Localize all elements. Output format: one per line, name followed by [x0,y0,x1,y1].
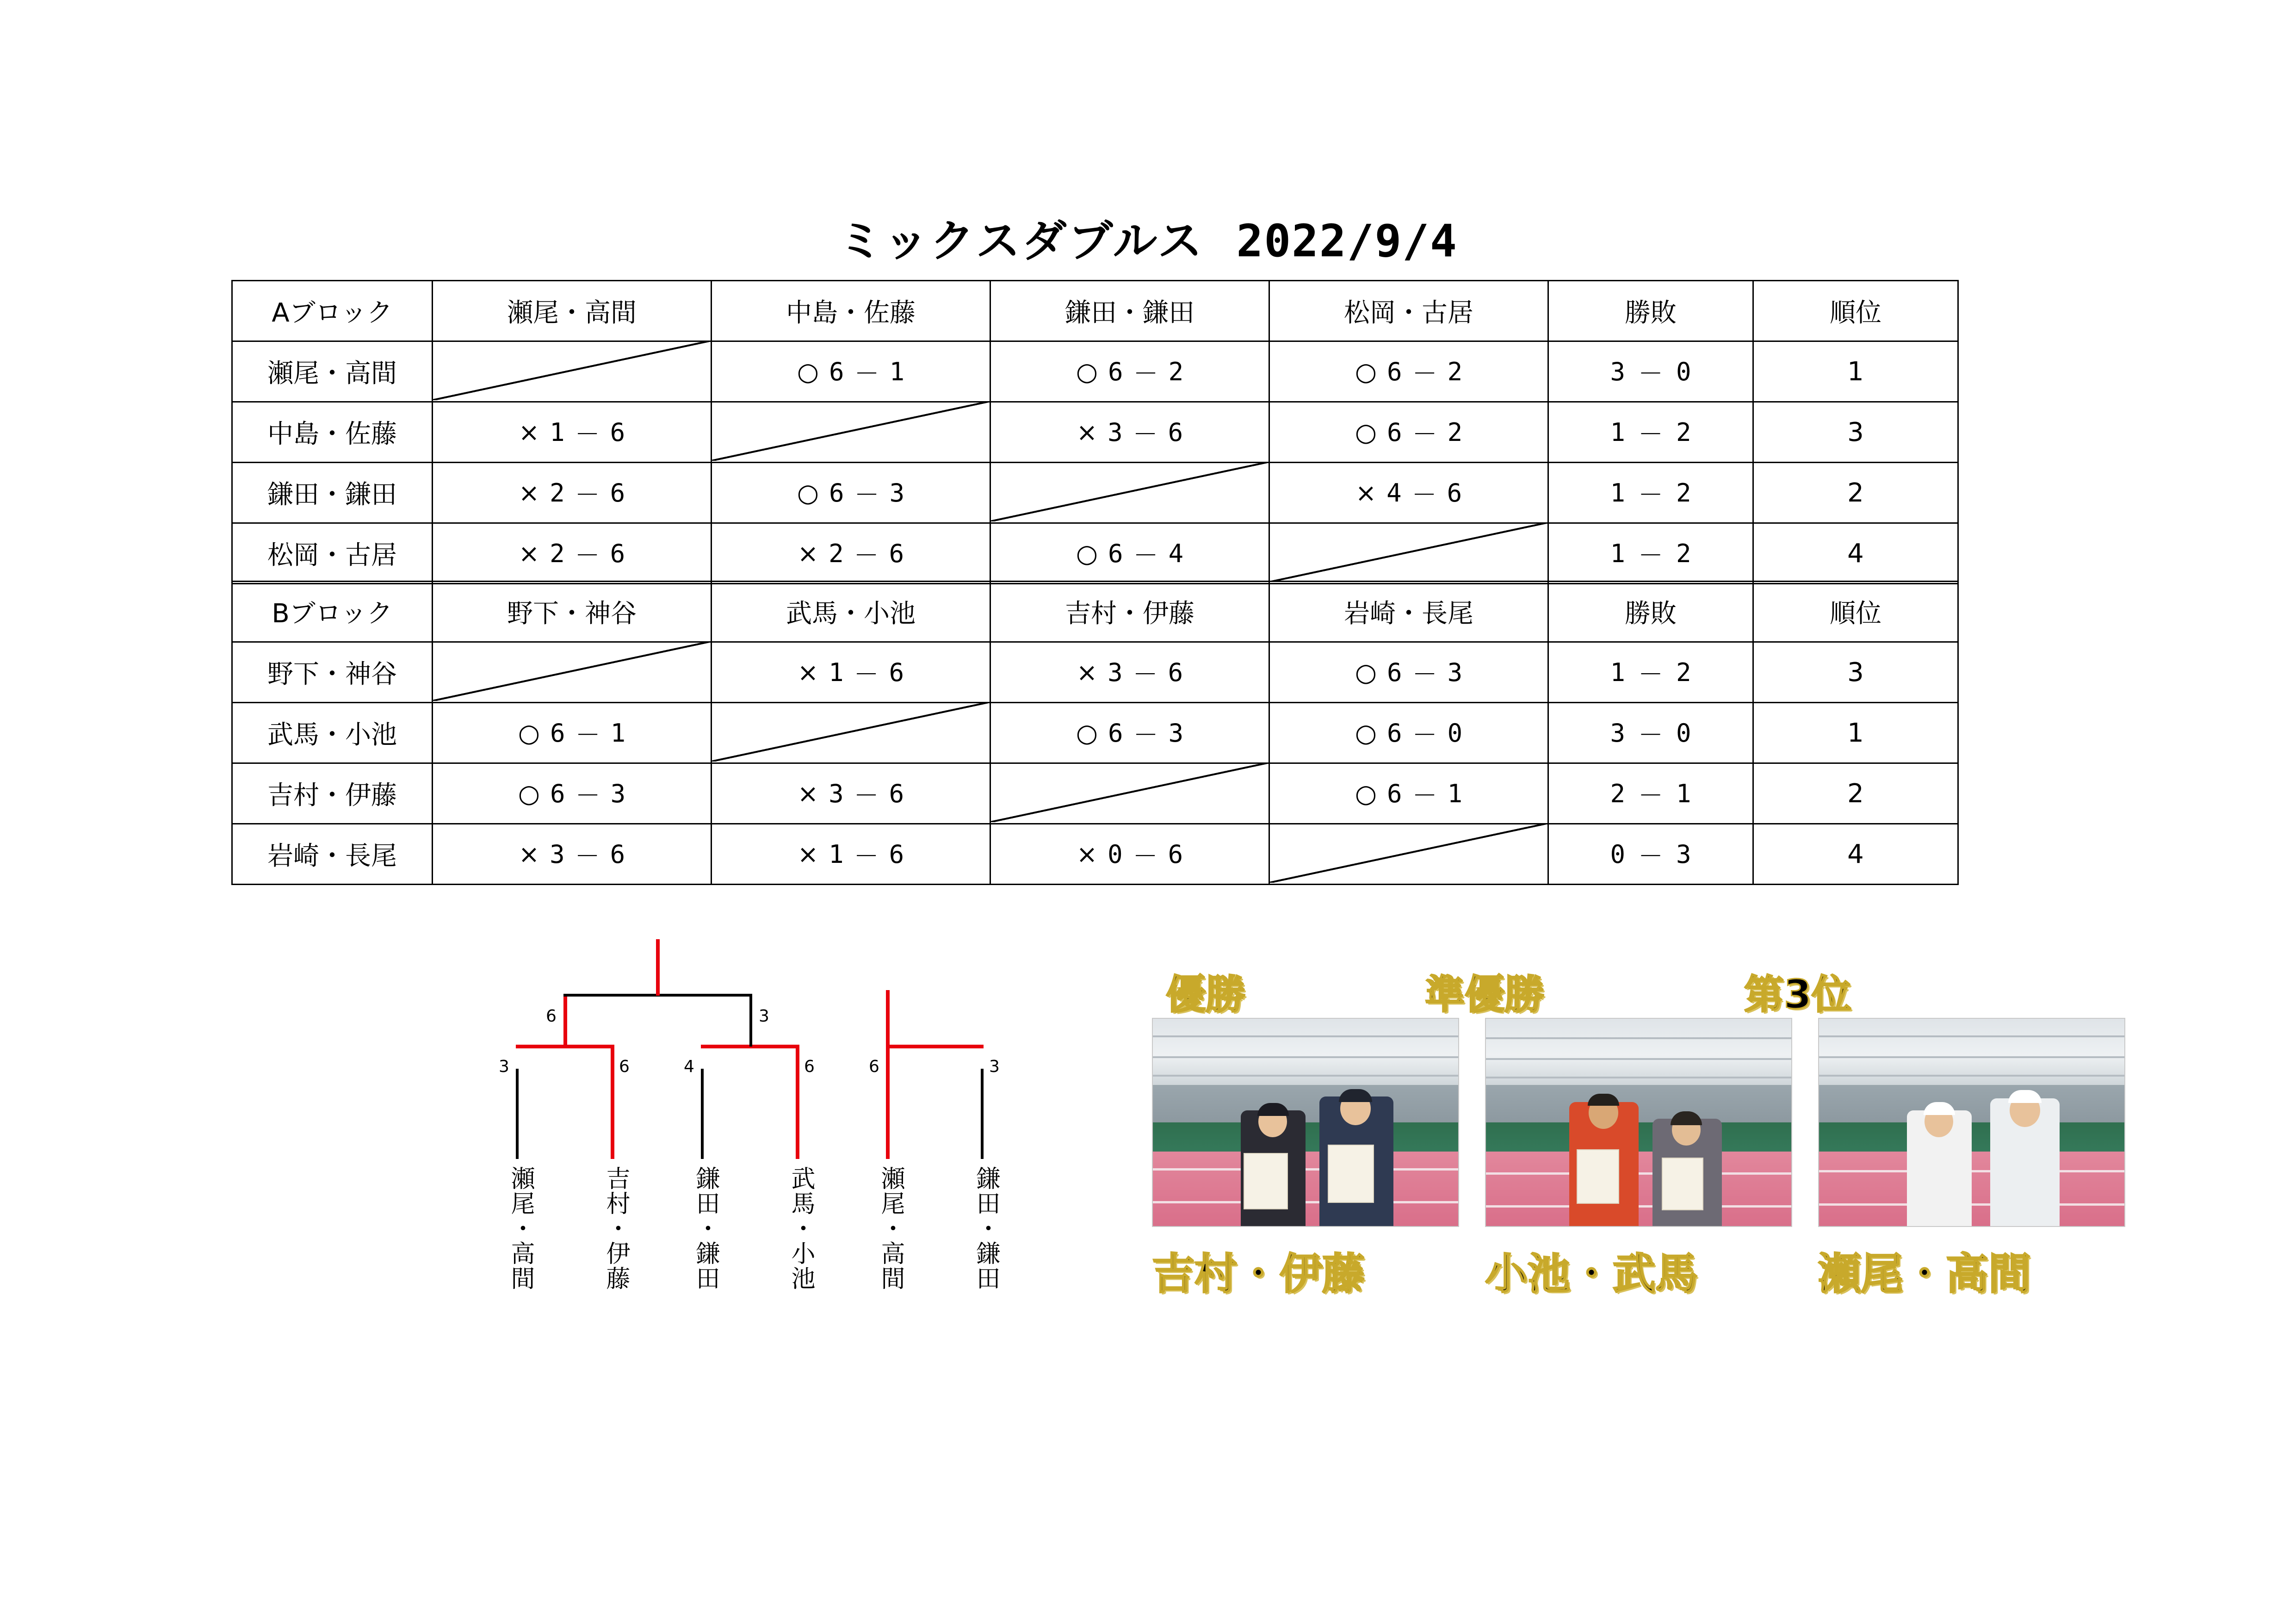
losses: 2 [1676,539,1691,568]
photo-background [1819,1019,2124,1226]
bracket-entrant-2: 吉村・伊藤 [602,1166,630,1291]
score-opp: 1 [889,357,905,386]
match-cell-self [1269,523,1548,584]
bracket-line-sf2-right-stem [796,1046,799,1159]
row-team-name: 吉村・伊藤 [232,763,433,824]
match-cell [1269,463,1548,523]
result-mark: ○ [518,779,540,808]
certificate [1577,1149,1619,1204]
rank-cell: 4 [1753,824,1958,885]
ceiling-beam [1486,1077,1791,1078]
match-cell [990,703,1269,763]
wins: 1 [1610,478,1625,508]
bracket-line-final-left-stem [563,995,567,1047]
result-mark: × [518,839,540,869]
score-dash: － [1133,419,1158,449]
score-dash: － [1412,720,1437,750]
score-dash: － [1412,419,1437,449]
photo-background [1153,1019,1458,1226]
page-title [0,206,2296,269]
score-own: 6 [550,779,565,808]
match-cell [712,824,990,885]
bracket-score-final-left: 6 [546,1007,557,1026]
header-opponent-1: 野下・神谷 [433,582,712,642]
match-cell-self [990,463,1269,523]
result-mark: ○ [797,478,819,508]
score-own: 2 [829,539,844,568]
table-row [232,463,1958,523]
header-win-loss: 勝敗 [1548,582,1753,642]
score-opp: 6 [610,478,625,508]
ceiling-beam [1153,1056,1458,1058]
header-win-loss: 勝敗 [1548,281,1753,341]
score-dash: － [854,540,879,570]
header-block-label: Bブロック [232,582,433,642]
score-dash: － [854,781,879,810]
bracket-score-sf2-right: 6 [804,1057,815,1076]
score-dash: － [575,540,600,570]
score-own: 6 [829,478,844,508]
score-own: 6 [1387,718,1402,748]
score-own: 0 [1108,839,1123,869]
score-dash: － [1133,841,1158,871]
match-cell [712,463,990,523]
winner-name-second: 小池・武馬 [1485,1249,1698,1299]
result-mark: ○ [1076,539,1098,568]
score-own: 1 [550,417,565,447]
score-opp: 6 [610,417,625,447]
score-dash: － [1133,659,1158,689]
score-opp: 3 [1447,657,1463,687]
wl-dash: － [1638,359,1663,388]
wl-dash: － [1638,540,1663,570]
wl-dash: － [1638,781,1663,810]
match-cell [433,824,712,885]
match-cell [990,341,1269,402]
result-mark: × [518,417,540,447]
result-mark: × [797,657,819,687]
bracket-entrant-1: 瀬尾・高間 [507,1166,534,1291]
bracket-entrant-6: 鎌田・鎌田 [972,1166,1000,1291]
win-loss-cell [1548,463,1753,523]
score-own: 2 [550,539,565,568]
score-opp: 1 [1447,779,1463,808]
table-row [232,824,1958,885]
wins: 2 [1610,779,1625,808]
score-opp: 6 [1168,657,1183,687]
result-mark: ○ [1355,779,1377,808]
header-opponent-3: 吉村・伊藤 [990,582,1269,642]
ceiling [1486,1019,1791,1085]
match-cell [1269,402,1548,463]
win-loss-cell [1548,824,1753,885]
result-mark: × [797,779,819,808]
rank-cell: 4 [1753,523,1958,584]
win-loss-cell [1548,642,1753,703]
result-mark: × [1076,839,1098,869]
match-cell [990,824,1269,885]
losses: 1 [1676,779,1691,808]
match-cell [712,642,990,703]
losses: 3 [1676,839,1691,869]
wl-dash: － [1638,841,1663,871]
score-opp: 2 [1168,357,1184,386]
rank-cell: 3 [1753,642,1958,703]
bracket-line-third-left-stem [886,1046,890,1159]
table-header-row [232,281,1958,341]
bracket-line-third-bar [886,1045,984,1048]
match-cell-self [1269,824,1548,885]
score-own: 6 [1387,417,1402,447]
result-mark: × [1076,417,1098,447]
result-mark: ○ [1076,718,1098,748]
score-dash: － [1412,359,1437,388]
header-opponent-2: 中島・佐藤 [712,281,990,341]
court-line [1486,1205,1791,1208]
row-team-name: 武馬・小池 [232,703,433,763]
match-cell [433,703,712,763]
bracket-line-sf1-left-stem [516,1069,519,1159]
rank-cell: 1 [1753,703,1958,763]
header-opponent-4: 松岡・古居 [1269,281,1548,341]
certificate [1244,1153,1288,1209]
header-opponent-4: 岩崎・長尾 [1269,582,1548,642]
ceiling-beam [1153,1035,1458,1037]
score-dash: － [1133,540,1158,570]
photo-background [1486,1019,1791,1226]
score-own: 4 [1386,478,1402,508]
table-row [232,703,1958,763]
result-mark: × [797,539,819,568]
tournament-bracket [472,939,1175,1402]
score-opp: 4 [1168,539,1184,568]
header-rank: 順位 [1753,582,1958,642]
court-floor [1486,1152,1791,1226]
match-cell [990,642,1269,703]
win-loss-cell [1548,402,1753,463]
court-line [1153,1201,1458,1203]
ceiling-beam [1819,1075,2124,1077]
bracket-entrant-3: 鎌田・鎌田 [692,1166,719,1291]
result-mark: ○ [1355,417,1377,447]
match-cell [433,463,712,523]
table-header-row [232,582,1958,642]
block-b-table [231,581,1959,885]
losses: 2 [1676,417,1691,447]
score-dash: － [575,781,600,810]
match-cell [712,523,990,584]
row-team-name: 野下・神谷 [232,642,433,703]
score-dash: － [575,419,600,449]
winner-name-third: 瀬尾・高間 [1818,1249,2031,1299]
match-cell-self [712,402,990,463]
court-line [1819,1203,2124,1206]
match-cell [433,763,712,824]
bracket-line-sf2-left-stem [701,1069,704,1159]
result-mark: ○ [518,718,540,748]
photo-second-place [1485,1018,1792,1227]
score-opp: 6 [1447,478,1462,508]
wl-dash: － [1638,720,1663,750]
rank-label-second: 準優勝 [1425,972,1544,1018]
bracket-line-third-right-stem [981,1069,984,1159]
score-own: 2 [550,478,565,508]
table-row [232,402,1958,463]
match-cell [990,402,1269,463]
court-floor [1153,1152,1458,1226]
score-opp: 2 [1447,417,1463,447]
header-opponent-3: 鎌田・鎌田 [990,281,1269,341]
score-dash: － [854,359,879,388]
win-loss-cell [1548,341,1753,402]
title-date: 2022/9/4 [1236,215,1458,267]
wins: 0 [1610,839,1625,869]
match-cell [1269,763,1548,824]
back-wall [1819,1085,2124,1122]
block-a-table [231,280,1959,584]
wins: 3 [1610,357,1625,386]
court-line [1819,1170,2124,1172]
score-opp: 6 [889,839,904,869]
bracket-line-sf1-right-stem [611,1046,614,1159]
header-rank: 順位 [1753,281,1958,341]
score-opp: 6 [889,539,904,568]
table-row [232,763,1958,824]
score-own: 3 [1108,657,1123,687]
score-opp: 3 [889,478,905,508]
match-cell [1269,703,1548,763]
bracket-score-third-right: 3 [989,1057,1000,1076]
win-loss-cell [1548,703,1753,763]
score-dash: － [1133,359,1158,388]
bracket-score-sf1-left: 3 [499,1057,509,1076]
table-row [232,642,1958,703]
bracket-entrant-5: 瀬尾・高間 [877,1166,904,1291]
result-mark: × [518,539,540,568]
score-own: 6 [550,718,565,748]
score-dash: － [1412,781,1437,810]
bracket-line-champion-stem [656,939,660,996]
score-dash: － [1133,720,1158,750]
green-fence [1819,1122,2124,1152]
score-dash: － [1412,659,1437,689]
bracket-score-final-right: 3 [759,1007,769,1026]
result-mark: × [1076,657,1098,687]
score-dash: － [854,841,879,871]
green-fence [1153,1122,1458,1152]
score-opp: 6 [1168,839,1183,869]
match-cell [712,341,990,402]
score-own: 3 [829,779,844,808]
bracket-entrant-4: 武馬・小池 [787,1166,815,1291]
score-own: 6 [1108,357,1123,386]
score-own: 1 [829,839,844,869]
score-opp: 2 [1447,357,1463,386]
rank-cell: 2 [1753,463,1958,523]
table-row [232,523,1958,584]
table-row [232,341,1958,402]
score-dash: － [575,480,600,509]
ceiling-beam [1153,1075,1458,1077]
court-line [1486,1172,1791,1175]
certificate [1662,1158,1703,1210]
match-cell-self [433,341,712,402]
header-opponent-2: 武馬・小池 [712,582,990,642]
bracket-score-sf1-right: 6 [619,1057,630,1076]
result-mark: ○ [1355,357,1377,386]
score-own: 3 [1108,417,1123,447]
match-cell [1269,341,1548,402]
green-fence [1486,1122,1791,1152]
match-cell [1269,642,1548,703]
ceiling-beam [1486,1058,1791,1060]
ceiling-beam [1486,1037,1791,1039]
row-team-name: 瀬尾・高間 [232,341,433,402]
match-cell [433,402,712,463]
wl-dash: － [1638,480,1663,509]
score-opp: 1 [610,718,626,748]
score-dash: － [854,659,879,689]
wins: 3 [1610,718,1625,748]
score-own: 3 [550,839,565,869]
losses: 0 [1676,718,1691,748]
photo-third-place [1818,1018,2125,1227]
result-mark: ○ [797,357,819,386]
win-loss-cell [1548,523,1753,584]
score-dash: － [1411,480,1437,509]
rank-cell: 1 [1753,341,1958,402]
score-opp: 3 [1168,718,1184,748]
result-mark: ○ [1355,657,1377,687]
score-dash: － [575,720,600,750]
row-team-name: 中島・佐藤 [232,402,433,463]
result-mark: × [518,478,540,508]
bracket-line-final-right-stem [749,995,752,1047]
result-mark: × [1355,478,1377,508]
losses: 2 [1676,657,1691,687]
row-team-name: 鎌田・鎌田 [232,463,433,523]
row-team-name: 岩崎・長尾 [232,824,433,885]
score-own: 6 [1108,539,1123,568]
rank-label-third: 第3位 [1744,972,1851,1018]
win-loss-cell [1548,763,1753,824]
score-opp: 6 [1168,417,1183,447]
score-dash: － [575,841,600,871]
score-dash: － [854,480,879,509]
match-cell [990,523,1269,584]
wins: 1 [1610,539,1625,568]
score-own: 6 [1387,357,1402,386]
ceiling-beam [1819,1035,2124,1037]
ceiling-beam [1819,1056,2124,1058]
match-cell-self [712,703,990,763]
result-mark: ○ [1355,718,1377,748]
back-wall [1153,1085,1458,1122]
result-mark: ○ [1076,357,1098,386]
score-opp: 3 [610,779,626,808]
bracket-score-sf2-left: 4 [684,1057,694,1076]
podium-section [1147,962,2211,1425]
losses: 2 [1676,478,1691,508]
score-own: 1 [829,657,844,687]
score-opp: 6 [610,839,625,869]
court-line [1153,1168,1458,1171]
match-cell [712,763,990,824]
result-mark: × [797,839,819,869]
bracket-score-third-left: 6 [869,1057,879,1076]
score-opp: 6 [889,657,904,687]
photo-first-place [1152,1018,1459,1227]
back-wall [1486,1085,1791,1122]
certificate [1328,1145,1374,1203]
wl-dash: － [1638,659,1663,689]
score-own: 6 [1387,779,1402,808]
rank-cell: 3 [1753,402,1958,463]
wins: 1 [1610,417,1625,447]
rank-cell: 2 [1753,763,1958,824]
score-opp: 6 [610,539,625,568]
wins: 1 [1610,657,1625,687]
winner-name-first: 吉村・伊藤 [1152,1249,1365,1299]
rank-label-first: 優勝 [1166,972,1245,1018]
bracket-line-third-winner-stem [886,990,890,1047]
score-own: 6 [829,357,844,386]
header-block-label: Aブロック [232,281,433,341]
row-team-name: 松岡・古居 [232,523,433,584]
score-opp: 6 [889,779,904,808]
match-cell-self [433,642,712,703]
losses: 0 [1676,357,1691,386]
match-cell [433,523,712,584]
match-cell-self [990,763,1269,824]
score-own: 6 [1108,718,1123,748]
title-event: ミックスダブルス [838,215,1204,267]
wl-dash: － [1638,419,1663,449]
court-floor [1819,1152,2124,1226]
score-opp: 0 [1447,718,1463,748]
score-own: 6 [1387,657,1402,687]
header-opponent-1: 瀬尾・高間 [433,281,712,341]
